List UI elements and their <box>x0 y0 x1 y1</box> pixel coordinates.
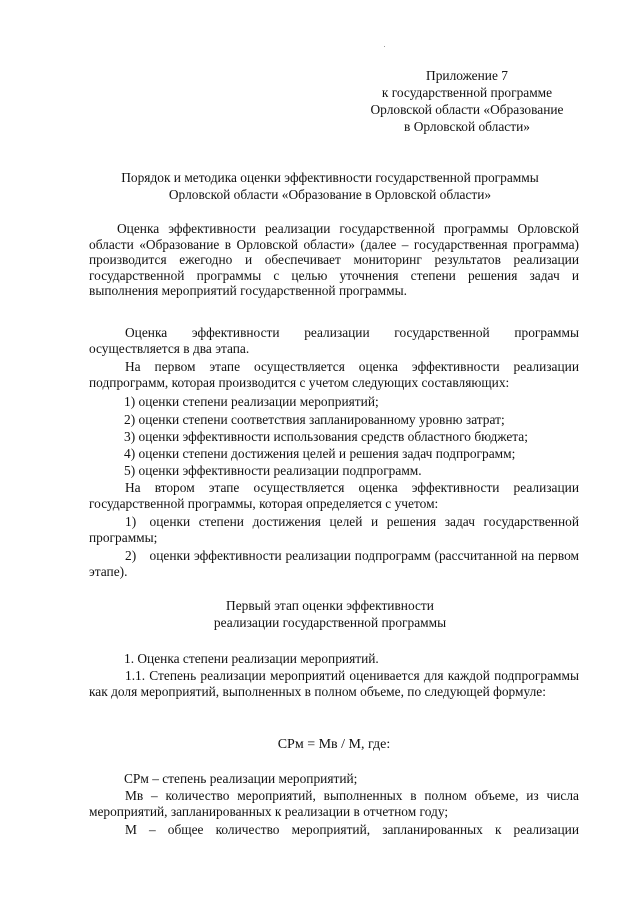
paragraph: На втором этапе осуществляется оценка эффективности реализации государственной программы, которая определяется с учетом: <box>89 480 579 511</box>
paragraph: 2) оценки эффективности реализации подпрограмм (рассчитанной на первом этапе). <box>89 548 579 579</box>
section-title: реализации государственной программы <box>213 615 447 630</box>
list-item: 3) оценки эффективности использования средств областного бюджета; <box>124 429 528 444</box>
definition: М – общее количество мероприятий, запланированных к реализации <box>125 822 579 837</box>
list-item: 2) оценки степени соответствия запланированному уровню затрат; <box>124 412 505 427</box>
section-title: Первый этап оценки эффективности <box>226 598 434 613</box>
definition: СРм – степень реализации мероприятий; <box>124 771 358 786</box>
appendix-line: к государственной программе <box>381 85 553 100</box>
appendix-line: Приложение 7 <box>426 68 508 83</box>
scan-speck <box>384 46 385 47</box>
paragraph: 1.1. Степень реализации мероприятий оценивается для каждой подпрограммы как доля мероприятий, выполненных в полном объеме, по следующей формуле: <box>89 668 579 699</box>
definition: Мв – количество мероприятий, выполненных в полном объеме, из числа мероприятий, запланированных к реализации в отчетном году; <box>89 788 579 819</box>
paragraph: Оценка эффективности реализации государственной программы Орловской области «Образование в Орловской области» (далее – государственная программа) производится ежегодно и обеспечивает мониторинг результатов реализации государственной программы с целью уточнения степени решения задач и выполнения мероприятий государственной программы. <box>89 221 579 299</box>
list-item: 1) оценки степени реализации мероприятий; <box>124 394 379 409</box>
paragraph: На первом этапе осуществляется оценка эффективности реализации подпрограмм, которая производится с учетом следующих составляющих: <box>89 359 579 390</box>
appendix-line: Орловской области «Образование <box>370 102 564 117</box>
paragraph: 1) оценки степени достижения целей и решения задач государственной программы; <box>89 514 579 545</box>
list-item: 5) оценки эффективности реализации подпрограмм. <box>124 463 422 478</box>
subsection-heading: 1. Оценка степени реализации мероприятий. <box>124 651 379 666</box>
document-title: Порядок и методика оценки эффективности государственной программы <box>121 170 539 185</box>
paragraph: Оценка эффективности реализации государственной программы осуществляется в два этапа. <box>89 325 579 356</box>
appendix-header <box>352 68 582 136</box>
appendix-line: в Орловской области» <box>404 119 530 134</box>
list-item: 4) оценки степени достижения целей и решения задач подпрограмм; <box>124 446 516 461</box>
formula: СРм = Мв / М, где: <box>277 737 391 752</box>
document-title: Орловской области «Образование в Орловской области» <box>168 187 492 202</box>
